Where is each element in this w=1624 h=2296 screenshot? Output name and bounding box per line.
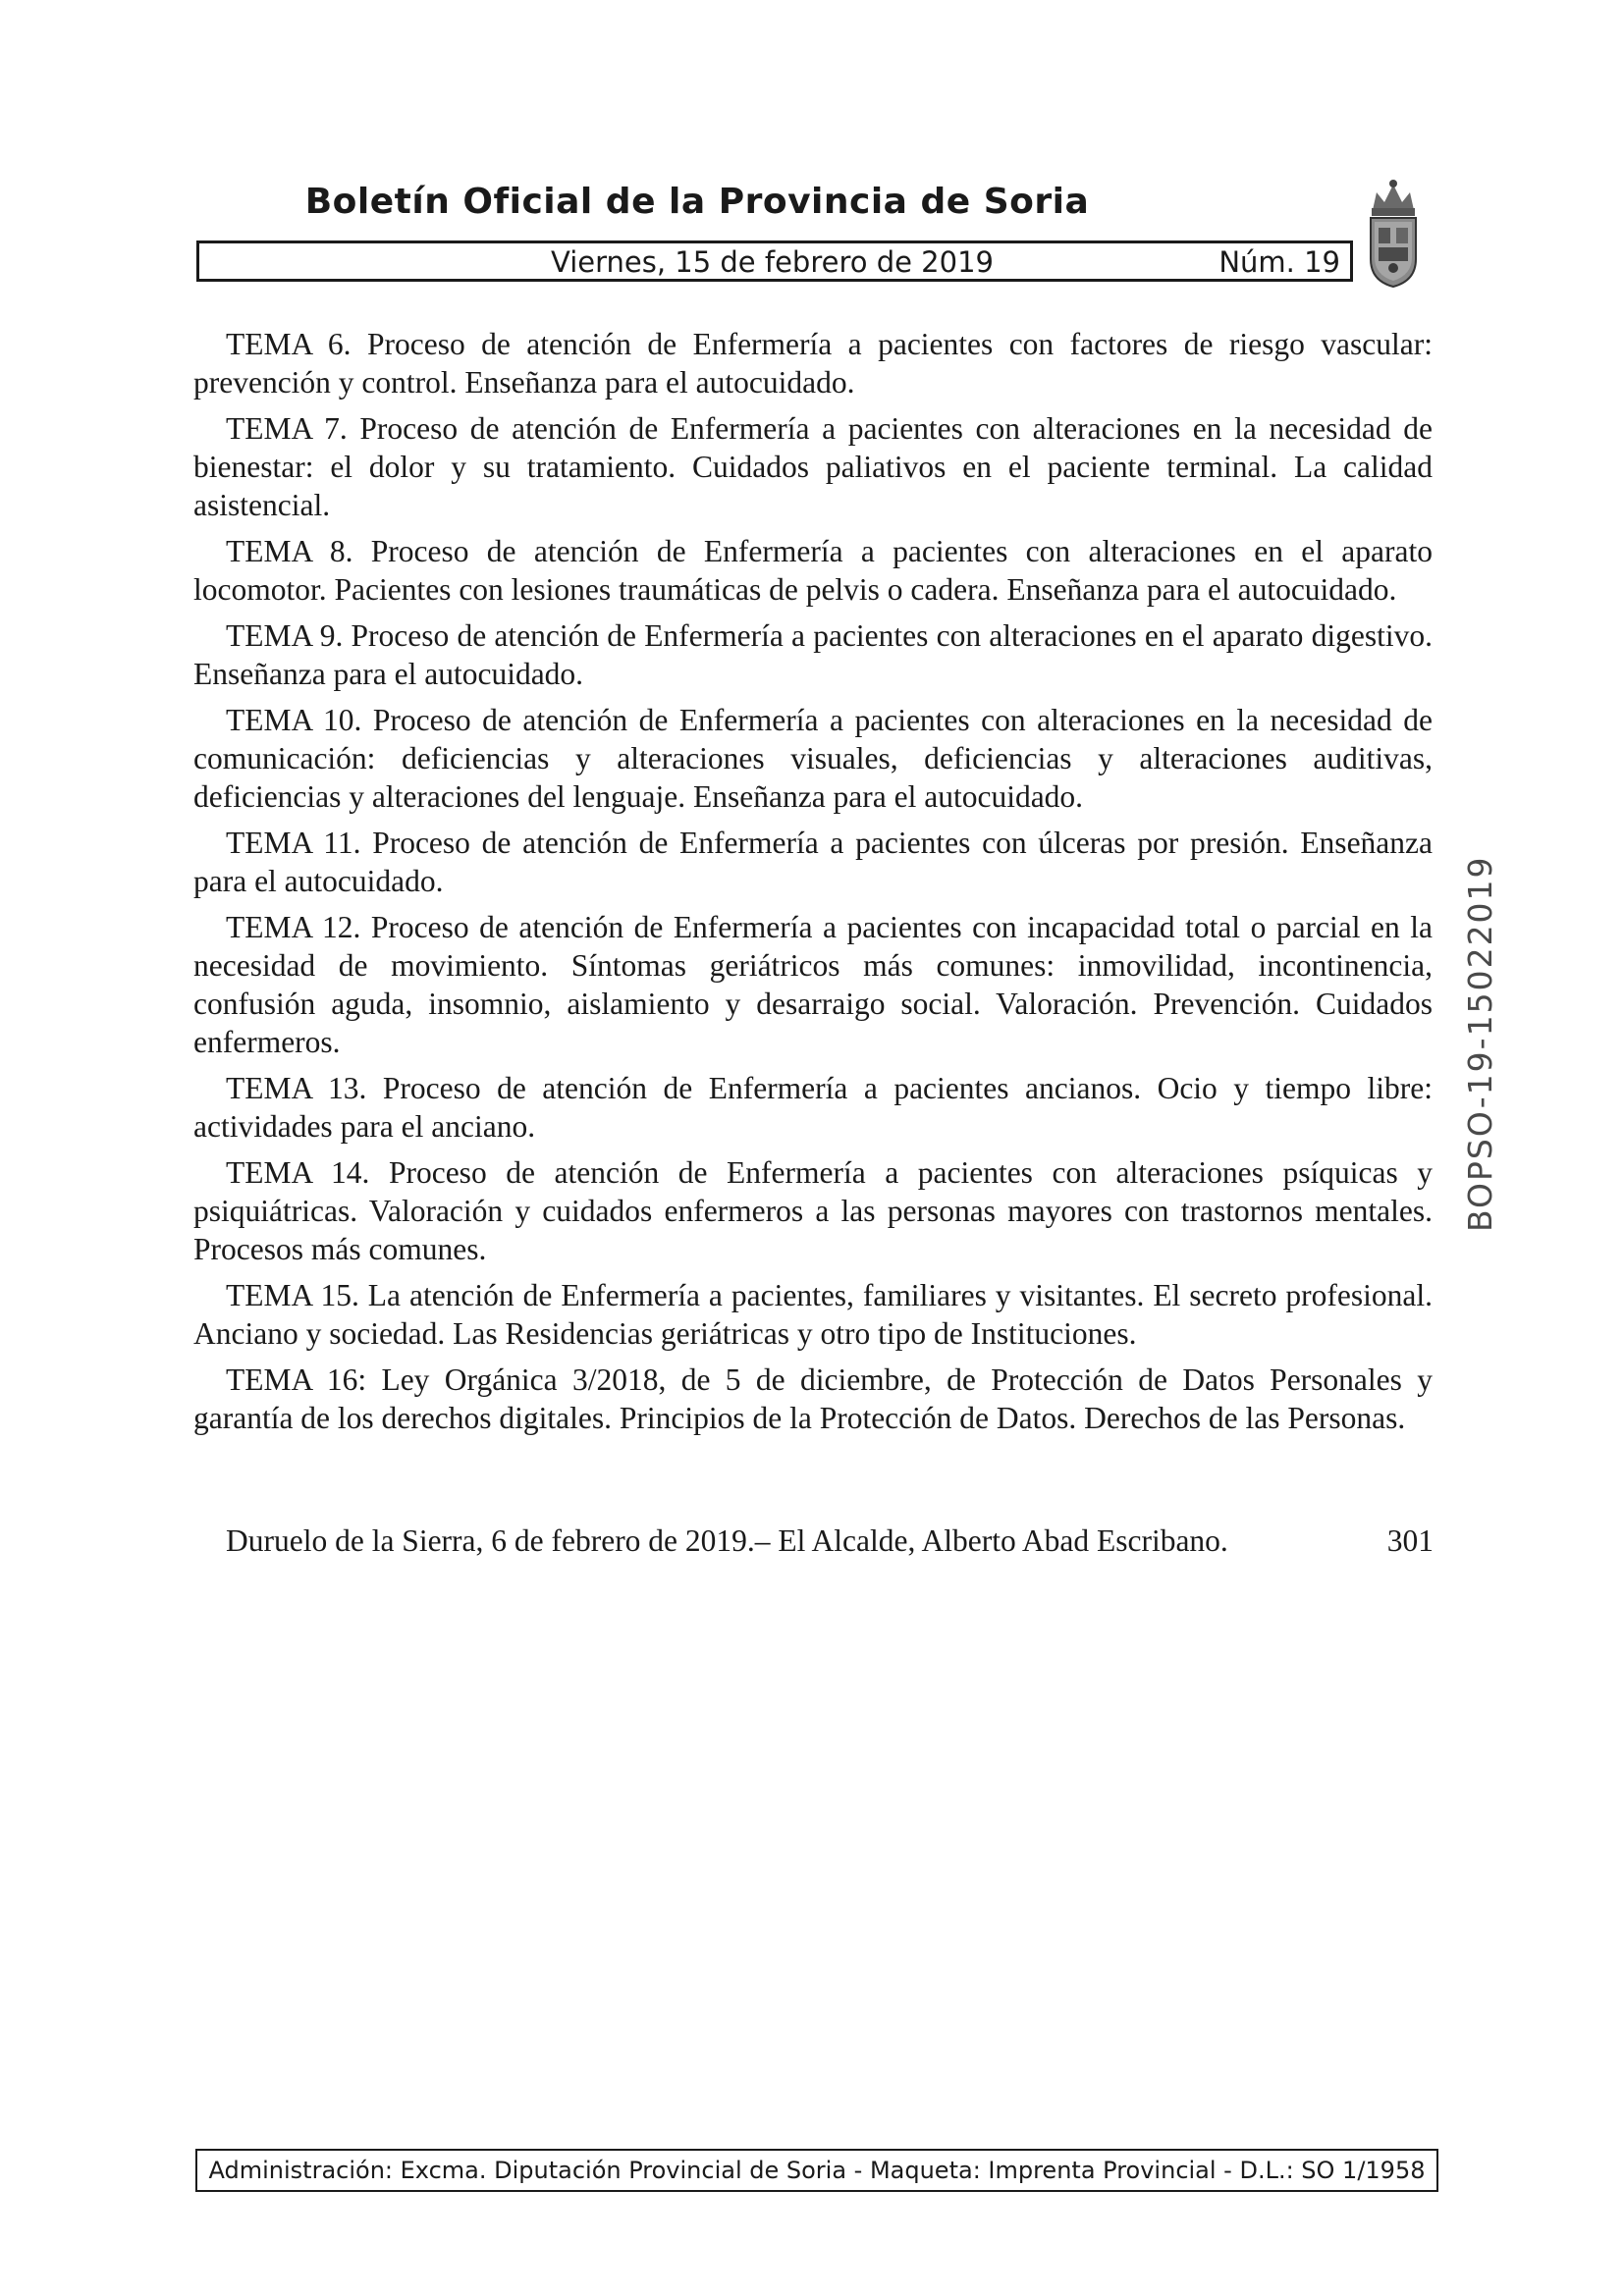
tema-9-paragraph: TEMA 9. Proceso de atención de Enfermería a pacientes con alteraciones en el aparato digestivo. Enseñanza para el autocuidado. (193, 618, 1433, 691)
body-text (193, 325, 1433, 1445)
bulletin-title: Boletín Oficial de la Provincia de Soria (304, 182, 1090, 222)
side-document-code: BOPSO-19-15022019 (1461, 855, 1499, 1232)
issue-number: Núm. 19 (1218, 245, 1340, 279)
coat-of-arms-icon (1363, 175, 1424, 289)
tema-13-paragraph: TEMA 13. Proceso de atención de Enfermería a pacientes ancianos. Ocio y tiempo libre: actividades para el anciano. (193, 1071, 1433, 1144)
announcement-number: 301 (1386, 1523, 1434, 1558)
issue-date: Viernes, 15 de febrero de 2019 (551, 245, 994, 279)
tema-16-paragraph: TEMA 16: Ley Orgánica 3/2018, de 5 de diciembre, de Protección de Datos Personales y garantía de los derechos digitales. Principios de la Protección de Datos. Derechos de las Personas. (193, 1362, 1433, 1435)
tema-11-paragraph: TEMA 11. Proceso de atención de Enfermería a pacientes con úlceras por presión. Enseñanza para el autocuidado. (193, 826, 1433, 898)
tema-10-paragraph: TEMA 10. Proceso de atención de Enfermería a pacientes con alteraciones en la necesidad de comunicación: deficiencias y alteraciones visuales, deficiencias y alteraciones auditivas, deficiencias y alteraciones del lenguaje. Enseñanza para el autocuidado. (193, 703, 1433, 814)
signature-line (226, 1522, 1434, 1560)
tema-12-paragraph: TEMA 12. Proceso de atención de Enfermería a pacientes con incapacidad total o parcial en la necesidad de movimiento. Síntomas geriátricos más comunes: inmovilidad, incontinencia, confusión aguda, insomnio, aislamiento y desarraigo social. Valoración. Prevención. Cuidados enfermeros. (193, 910, 1433, 1059)
tema-6-paragraph: TEMA 6. Proceso de atención de Enfermería a pacientes con factores de riesgo vascular: prevención y control. Enseñanza para el autocuidado. (193, 327, 1433, 400)
issue-date-box (196, 240, 1353, 282)
tema-8-paragraph: TEMA 8. Proceso de atención de Enfermería a pacientes con alteraciones en el aparato locomotor. Pacientes con lesiones traumáticas de pelvis o cadera. Enseñanza para el autocuidado. (193, 534, 1433, 607)
signature-text: Duruelo de la Sierra, 6 de febrero de 2019.– El Alcalde, Alberto Abad Escribano. (226, 1523, 1228, 1558)
tema-14-paragraph: TEMA 14. Proceso de atención de Enfermería a pacientes con alteraciones psíquicas y psiquiátricas. Valoración y cuidados enfermeros a las personas mayores con trastornos mentales. Procesos más comunes. (193, 1155, 1433, 1266)
tema-15-paragraph: TEMA 15. La atención de Enfermería a pacientes, familiares y visitantes. El secreto profesional. Anciano y sociedad. Las Residencias geriátricas y otro tipo de Instituciones. (193, 1278, 1433, 1351)
tema-7-paragraph: TEMA 7. Proceso de atención de Enfermería a pacientes con alteraciones en la necesidad de bienestar: el dolor y su tratamiento. Cuidados paliativos en el paciente terminal. La calidad asistencial. (193, 411, 1433, 522)
footer-credits: Administración: Excma. Diputación Provincial de Soria - Maqueta: Imprenta Provincial - D.L.: SO 1/1958 (195, 2149, 1438, 2192)
